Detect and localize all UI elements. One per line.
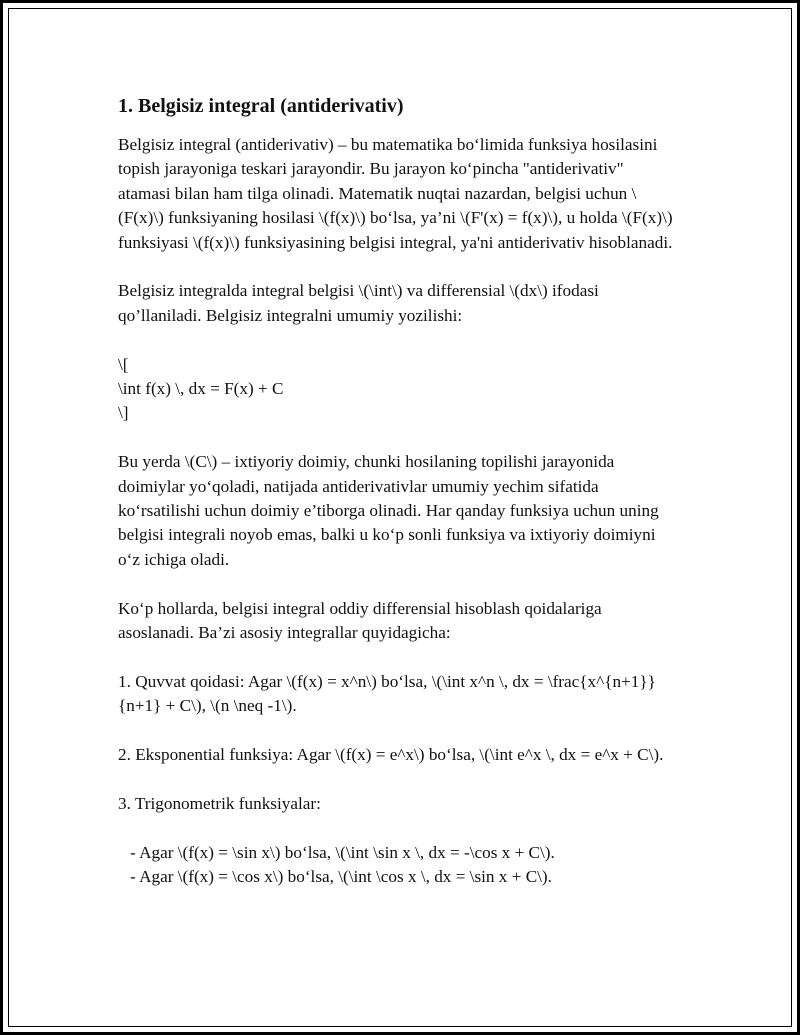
formula-close: \] <box>118 403 129 423</box>
document-body <box>118 93 678 889</box>
rule-trig-cos: - Agar \(f(x) = \cos x\) bo‘lsa, \(\int \cos x \, dx = \sin x + C\). <box>130 867 552 887</box>
rule-power: 1. Quvvat qoidasi: Agar \(f(x) = x^n\) bo‘lsa, \(\int x^n \, dx = \frac{x^{n+1}}{n+1} + C\), \(n \neq -1\). <box>118 671 656 716</box>
paragraph-definition: Belgisiz integral (antiderivativ) – bu matematika bo‘limida funksiya hosilasini topish jarayoniga teskari jarayondir. Bu jarayon ko‘pincha "antiderivativ" atamasi bilan ham tilga olinadi. Matematik nuqtai nazardan, belgisi uchun \(F(x)\) funksiyaning hosilasi \(f(x)\) bo‘lsa, ya’ni \(F'(x) = f(x)\), u holda \(F(x)\) funksiyasi \(f(x)\) funksiyasining belgisi integral, ya'ni antiderivativ hisoblanadi. <box>118 135 673 252</box>
paragraph-rules-intro: Ko‘p hollarda, belgisi integral oddiy differensial hisoblash qoidalariga asoslanadi. Ba’zi asosiy integrallar quyidagicha: <box>118 598 602 643</box>
rule-trig-sin: - Agar \(f(x) = \sin x\) bo‘lsa, \(\int \sin x \, dx = -\cos x + C\). <box>130 842 555 862</box>
formula-open: \[ <box>118 354 129 374</box>
paragraph-constant: Bu yerda \(C\) – ixtiyoriy doimiy, chunki hosilaning topilishi jarayonida doimiylar yo‘qoladi, natijada antiderivativlar umumiy yechim sifatida ko‘rsatilishi uchun doimiy e’tiborga olinadi. Har qanday funksiya uchun uning belgisi integrali noyob emas, balki u ko‘p sonli funksiya va ixtiyoriy doimiyni o‘z ichiga oladi. <box>118 452 659 569</box>
rule-trigonometric: 3. Trigonometrik funksiyalar: <box>118 793 321 813</box>
section-title: 1. Belgisiz integral (antiderivativ) <box>118 95 404 117</box>
paragraph-notation: Belgisiz integralda integral belgisi \(\int\) va differensial \(dx\) ifodasi qo’llaniladi. Belgisiz integralni umumiy yozilishi: <box>118 281 599 325</box>
rule-exponential: 2. Eksponential funksiya: Agar \(f(x) = e^x\) bo‘lsa, \(\int e^x \, dx = e^x + C\). <box>118 745 664 765</box>
formula-body: \int f(x) \, dx = F(x) + C <box>118 379 284 399</box>
